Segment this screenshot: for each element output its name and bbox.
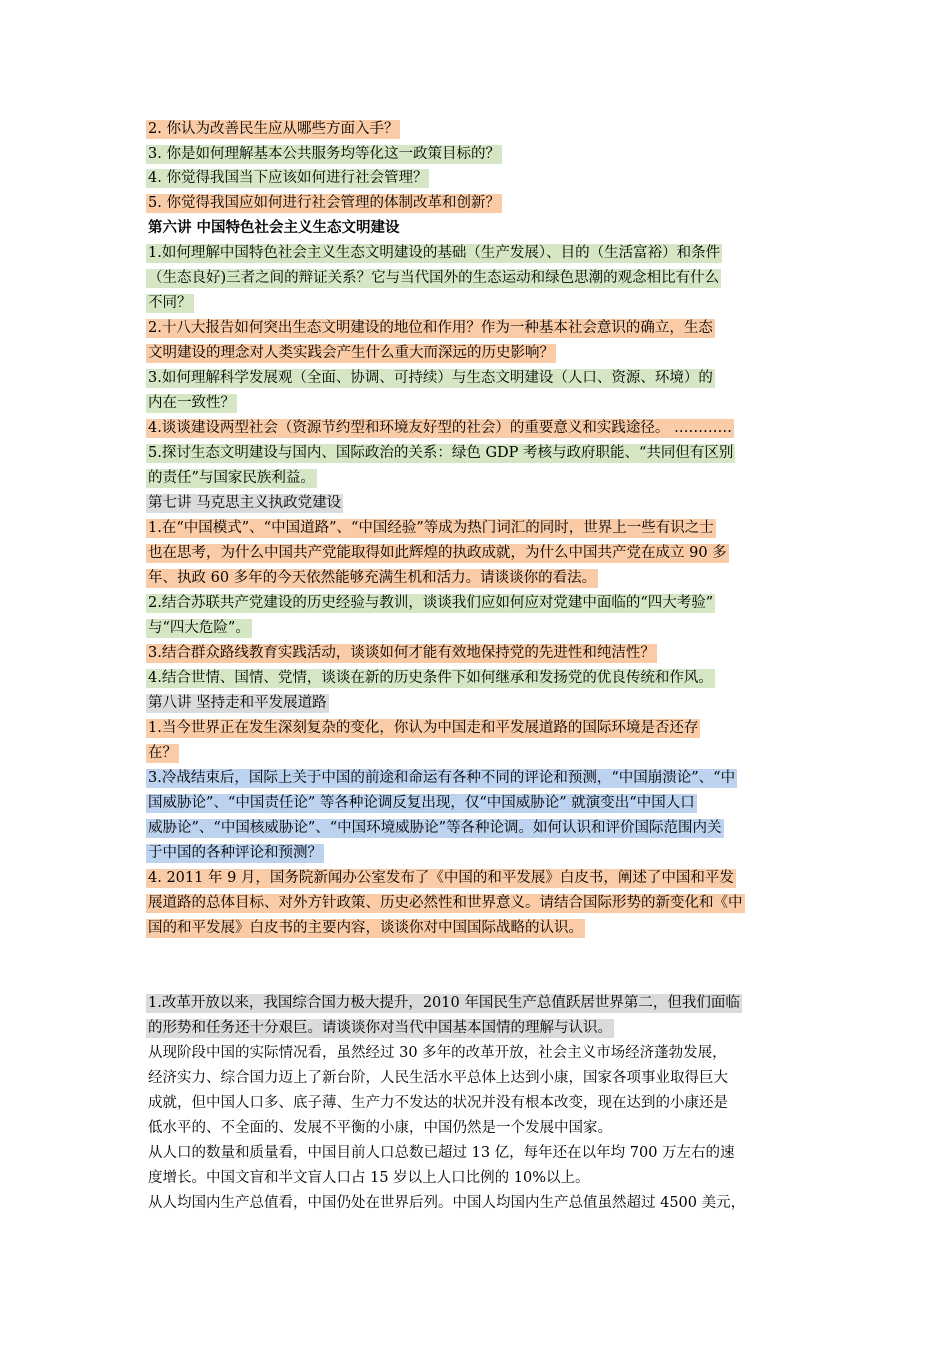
text-line-content: 威胁论”、“中国核威胁论”、“中国环境威胁论”等各种论调。如何认识和评价国际范围内关 (148, 820, 722, 836)
text-line (146, 666, 715, 690)
text-line (146, 991, 742, 1015)
text-line-content: 国的和平发展》白皮书的主要内容，谈谈你对中国国际战略的认识。 (148, 920, 583, 936)
text-line (146, 341, 556, 365)
text-line-content: 与“四大危险”。 (148, 620, 250, 636)
text-line-content: 于中国的各种评论和预测？ (148, 845, 322, 861)
text-line-content: 1.改革开放以来，我国综合国力极大提升，2010 年国民生产总值跃居世界第二，但我们面临 (148, 995, 740, 1011)
text-line-content: 度增长。中国文盲和半文盲人口占 15 岁以上人口比例的 10%以上。 (148, 1170, 590, 1186)
text-line (146, 1091, 730, 1115)
text-line-content: 1.如何理解中国特色社会主义生态文明建设的基础（生产发展）、目的（生活富裕）和条件 (148, 245, 721, 261)
text-line-content: 年、执政 60 多年的今天依然能够充满生机和活力。请谈谈你的看法。 (148, 570, 597, 586)
text-line (146, 441, 735, 465)
text-line (146, 1066, 730, 1090)
text-line (146, 791, 697, 815)
text-line-content: 3.冷战结束后，国际上关于中国的前途和命运有各种不同的评论和预测，“中国崩溃论”、“中 (148, 770, 736, 786)
text-line-content: 在？ (148, 745, 177, 761)
text-line (146, 266, 721, 290)
text-line-content: 第六讲 中国特色社会主义生态文明建设 (148, 219, 400, 236)
text-line (146, 1016, 614, 1040)
text-line-content: 3.结合群众路线教育实践活动，谈谈如何才能有效地保持党的先进性和纯洁性？ (148, 645, 655, 661)
text-line-content: 成就，但中国人口多、底子薄、生产力不发达的状况并没有根本改变，现在达到的小康还是 (148, 1095, 728, 1111)
text-line (146, 641, 657, 665)
text-line (146, 1041, 729, 1065)
text-line (146, 466, 317, 490)
text-line-content: 3. 你是如何理解基本公共服务均等化这一政策目标的？ (148, 146, 500, 162)
text-line-content: 文明建设的理念对人类实践会产生什么重大而深远的历史影响？ (148, 345, 554, 361)
text-line-content: 内在一致性？ (148, 395, 235, 411)
text-line-content: 第七讲 马克思主义执政党建设 (148, 495, 342, 511)
text-line (146, 516, 716, 540)
text-line (146, 1166, 592, 1190)
text-line (146, 891, 745, 915)
text-line-content: 3.如何理解科学发展观（全面、协调、可持续）与生态文明建设（人口、资源、环境）的 (148, 370, 713, 386)
text-line-content: 从人均国内生产总值看，中国仍处在世界后列。中国人均国内生产总值虽然超过 4500 美元， (148, 1195, 746, 1211)
text-line (146, 391, 237, 415)
text-line (146, 716, 700, 740)
text-line (146, 1191, 747, 1215)
text-line-content: 5. 你觉得我国应如何进行社会管理的体制改革和创新？ (148, 195, 500, 211)
text-line-content: 的形势和任务还十分艰巨。请谈谈你对当代中国基本国情的理解与认识。 (148, 1020, 612, 1036)
text-line (146, 766, 737, 790)
text-line (146, 1116, 614, 1140)
text-line-content: 2.结合苏联共产党建设的历史经验与教训，谈谈我们应如何应对党建中面临的“四大考验” (148, 595, 714, 611)
text-line (146, 741, 179, 765)
text-line (146, 591, 715, 615)
text-line-content: 展道路的总体目标、对外方针政策、历史必然性和世界意义。请结合国际形势的新变化和《中 (148, 895, 743, 911)
text-line-content: 2. 你认为改善民生应从哪些方面入手？ (148, 121, 399, 137)
text-line-content: 1.当今世界正在发生深刻复杂的变化，你认为中国走和平发展道路的国际环境是否还存 (148, 720, 699, 736)
text-line (146, 566, 598, 590)
text-line (146, 691, 329, 715)
text-line (146, 491, 343, 515)
text-line-content: 经济实力、综合国力迈上了新台阶，人民生活水平总体上达到小康，国家各项事业取得巨大 (148, 1070, 728, 1086)
text-line (146, 366, 715, 390)
text-line-content: 从人口的数量和质量看，中国目前人口总数已超过 13 亿，每年还在以年均 700 万左右的速 (148, 1145, 735, 1161)
text-line (146, 117, 400, 141)
text-line-content: 5.探讨生态文明建设与国内、国际政治的关系：绿色 GDP 考核与政府职能、“共同但有区别 (148, 445, 734, 461)
text-line (146, 1141, 737, 1165)
text-line-content: 1.在“中国模式”、“中国道路”、“中国经验”等成为热门词汇的同时，世界上一些有识之士 (148, 520, 714, 536)
text-line (146, 841, 324, 865)
text-line-content: 国威胁论”、“中国责任论” 等各种论调反复出现，仅“中国威胁论” 就演变出“中国人口 (148, 795, 695, 811)
text-line (146, 416, 734, 440)
text-line (146, 616, 252, 640)
text-line (146, 916, 585, 940)
text-line-content: 的责任”与国家民族利益。 (148, 470, 315, 486)
text-line-content: 不同？ (148, 295, 192, 311)
text-line (146, 241, 722, 265)
text-line (146, 216, 402, 240)
text-line (146, 166, 429, 190)
text-line (146, 291, 194, 315)
text-line (146, 191, 502, 215)
text-line (146, 541, 729, 565)
text-line-content: 低水平的、不全面的、发展不平衡的小康，中国仍然是一个发展中国家。 (148, 1120, 612, 1136)
text-line-content: 2.十八大报告如何突出生态文明建设的地位和作用？作为一种基本社会意识的确立，生态 (148, 320, 713, 336)
text-line-content: 4.结合世情、国情、党情，谈谈在新的历史条件下如何继承和发扬党的优良传统和作风。 (148, 670, 713, 686)
text-line (146, 316, 715, 340)
text-line-content: （生态良好)三者之间的辩证关系？它与当代国外的生态运动和绿色思潮的观念相比有什么 (148, 270, 720, 286)
text-line-content: 从现阶段中国的实际情况看，虽然经过 30 多年的改革开放，社会主义市场经济蓬勃发展， (148, 1045, 727, 1061)
text-line-content: 第八讲 坚持走和平发展道路 (148, 695, 327, 711)
text-line (146, 816, 724, 840)
text-line-content: 4.谈谈建设两型社会（资源节约型和环境友好型的社会）的重要意义和实践途径。 ………… (148, 420, 732, 436)
text-line (146, 142, 502, 166)
text-line (146, 866, 736, 890)
text-line-content: 4. 2011 年 9 月，国务院新闻办公室发布了《中国的和平发展》白皮书，阐述了中国和平发 (148, 870, 734, 886)
text-line-content: 4. 你觉得我国当下应该如何进行社会管理？ (148, 170, 428, 186)
text-line-content: 也在思考，为什么中国共产党能取得如此辉煌的执政成就，为什么中国共产党在成立 90 多 (148, 545, 727, 561)
